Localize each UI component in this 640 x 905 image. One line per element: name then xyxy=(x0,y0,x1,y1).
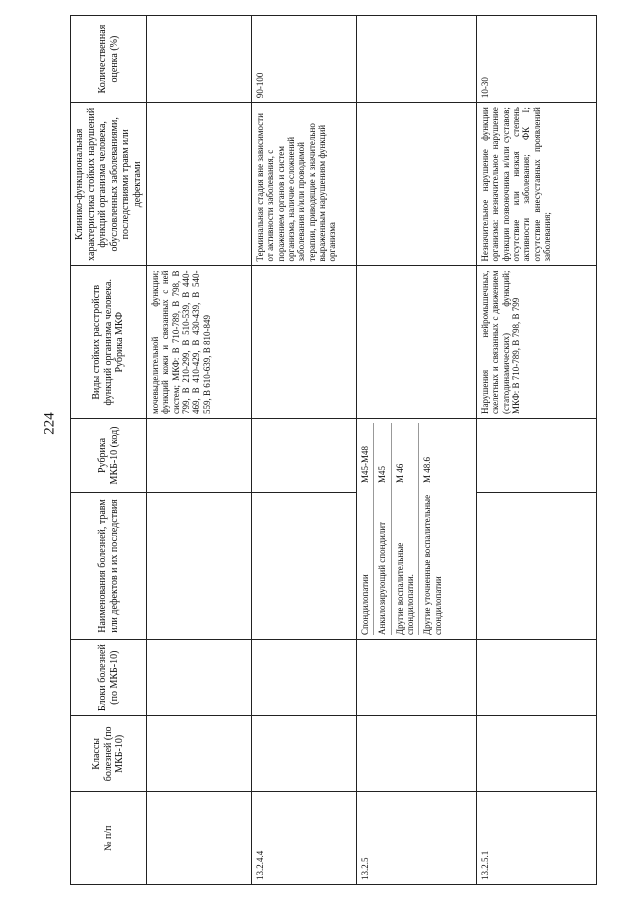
row-clinical xyxy=(147,103,252,266)
row-names xyxy=(252,493,357,640)
row-score xyxy=(147,16,252,103)
header-score: Количественная оценка (%) xyxy=(71,16,147,103)
row-classes xyxy=(357,716,477,792)
row-num xyxy=(147,792,252,885)
disease-item xyxy=(357,423,374,635)
disease-code: М45-М48 xyxy=(360,445,370,483)
row-types: Нарушения нейромышечных, скелетных и связанных с движением (статодинамических) функций; МКФ: В 710-789, В 798, В 799 xyxy=(477,266,597,418)
row-types: мочевыделительной функции; функций кожи и связанных с ней систем; МКФ: В 710-789, В 798, В 799, В 210-299, В 510-539, В 440-469, В 410-429, В 430-439, В 540-559, В 610-639, В 810-849 xyxy=(147,266,252,418)
disease-list xyxy=(357,418,477,639)
page-number-text: 224 xyxy=(41,412,58,435)
disease-name: Другие уточненные воспалительные спондилопатии xyxy=(422,494,443,635)
row-clinical: Терминальная стадия вне зависимости от активности заболевания, с поражением органов и систем организма, наличие осложнений заболевания и/или проводимой терапии, приводящие к значительно выраженным нарушениям функций организма xyxy=(252,103,357,266)
row-blocks xyxy=(477,640,597,716)
disease-name: Другие воспалительные спондилопатии. xyxy=(394,542,416,635)
row-blocks xyxy=(252,640,357,716)
table-row xyxy=(357,16,477,885)
header-classes: Классы болезней (по МКБ-10) xyxy=(71,716,147,792)
row-score xyxy=(357,16,477,103)
row-num: 13.2.4.4 xyxy=(252,792,357,885)
header-rubric: Рубрика МКБ-10 (код) xyxy=(71,418,147,492)
row-num: 13.2.5.1 xyxy=(477,792,597,885)
row-score: 90-100 xyxy=(252,16,357,103)
table-row xyxy=(147,16,252,885)
row-names xyxy=(477,493,597,640)
row-clinical: Незначительное нарушение функции организма: незначительное нарушение функции позвоночника и/или суставов; отсутствие или низкая степень активности заболевания; ФК I; отсутствие внесуставных проявлений заболевания; xyxy=(477,103,597,266)
row-types xyxy=(357,266,477,418)
disease-name: Анкилозирующий спондилит xyxy=(377,521,388,635)
row-rubric xyxy=(252,418,357,492)
row-names xyxy=(147,493,252,640)
row-score: 10-30 xyxy=(477,16,597,103)
header-clinical: Клинико-функциональная характеристика стойких нарушений функций организма человека, обусловленных заболеваниями, последствиями травм или дефектами xyxy=(71,103,147,266)
row-rubric xyxy=(147,418,252,492)
row-rubric xyxy=(477,418,597,492)
page-number xyxy=(42,404,59,444)
row-classes xyxy=(477,716,597,792)
header-num: № п/п xyxy=(71,792,147,885)
table-row xyxy=(477,16,597,885)
header-names: Наименования болезней, травм или дефектов и их последствия xyxy=(71,493,147,640)
disease-item xyxy=(374,423,391,635)
disease-table xyxy=(70,15,597,885)
disease-code: М 48.6 xyxy=(422,456,433,483)
disease-item xyxy=(419,423,446,635)
row-blocks xyxy=(147,640,252,716)
row-num: 13.2.5 xyxy=(357,792,477,885)
row-classes xyxy=(147,716,252,792)
header-row xyxy=(71,16,147,885)
disease-code: М 46 xyxy=(394,463,405,483)
disease-code: М45 xyxy=(377,465,388,483)
disease-name: Спондилопатии xyxy=(360,574,370,635)
row-clinical xyxy=(357,103,477,266)
disease-item xyxy=(392,423,420,635)
header-types: Виды стойких расстройств функций организма человека. Рубрика МКФ xyxy=(71,266,147,418)
header-blocks: Блоки болезней (по МКБ-10) xyxy=(71,640,147,716)
table-row xyxy=(252,16,357,885)
row-blocks xyxy=(357,640,477,716)
document-sheet xyxy=(70,15,590,885)
row-types xyxy=(252,266,357,418)
row-classes xyxy=(252,716,357,792)
